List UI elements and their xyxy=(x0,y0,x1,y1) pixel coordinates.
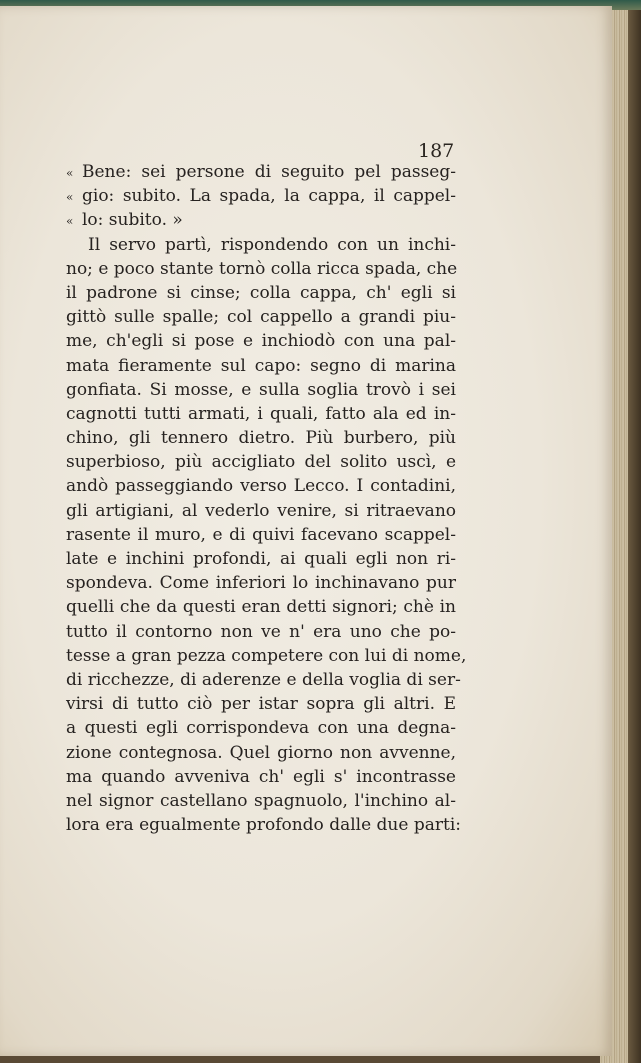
quote-mark: « xyxy=(66,214,74,229)
text-line: mata fieramente sul capo: segno di marina xyxy=(66,355,456,376)
text-line: il padrone si cinse; colla cappa, ch' egli si xyxy=(66,282,456,303)
page-number: 187 xyxy=(418,140,455,162)
text-line: late e inchini profondi, ai quali egli non ri- xyxy=(66,549,456,569)
book-cover-edge xyxy=(628,10,641,1063)
text-line: rasente il muro, e di quivi facevano scappel- xyxy=(66,524,456,545)
text-line: andò passeggiando verso Lecco. I contadini, xyxy=(66,476,456,497)
quote-mark: « xyxy=(66,190,74,205)
text-line: virsi di tutto ciò per istar sopra gli altri. E xyxy=(66,694,456,715)
text-line: no; e poco stante tornò colla ricca spada, che xyxy=(66,258,458,279)
text-line: « lo: subito. » xyxy=(66,208,456,232)
text-line: ma quando avveniva ch' egli s' incontrasse xyxy=(66,766,456,787)
text-line: cagnotti tutti armati, i quali, fatto ala ed in- xyxy=(66,403,456,424)
quote-mark: « xyxy=(66,166,74,180)
text-line: me, ch'egli si pose e inchiodò con una pal- xyxy=(66,331,456,352)
text-line: superbioso, più accigliato del solito uscì, e xyxy=(66,452,456,473)
text-line: chino, gli tennero dietro. Più burbero, più xyxy=(66,428,456,449)
text-line: « Bene: sei persone di seguito pel passeg- xyxy=(66,160,456,184)
text-line: a questi egli corrispondeva con una degna- xyxy=(66,718,456,739)
text-line: lora era egualmente profondo dalle due parti: xyxy=(66,815,461,836)
text-line: tesse a gran pezza competere con lui di nome, xyxy=(66,645,467,666)
text-line: gittò sulle spalle; col cappello a grandi piu- xyxy=(66,307,456,328)
text-line: gonfiata. Si mosse, e sulla soglia trovò i sei xyxy=(66,379,456,400)
text-line: « gio: subito. La spada, la cappa, il cappel- xyxy=(66,184,456,208)
text-line: tutto il contorno non ve n' era uno che po- xyxy=(66,621,456,642)
text-line: nel signor castellano spagnuolo, l'inchino al- xyxy=(66,790,456,811)
text-line: gli artigiani, al vederlo venire, si ritraevano xyxy=(66,500,456,521)
text-line: Il servo partì, rispondendo con un inchi- xyxy=(88,234,456,255)
text-line: quelli che da questi eran detti signori; chè in xyxy=(66,597,456,618)
text-line: di ricchezze, di aderenze e della voglia di ser- xyxy=(66,669,461,690)
text-line: zione contegnosa. Quel giorno non avvenne, xyxy=(66,742,456,763)
text-block xyxy=(66,160,467,837)
text-line: spondeva. Come inferiori lo inchinavano pur xyxy=(66,573,456,594)
